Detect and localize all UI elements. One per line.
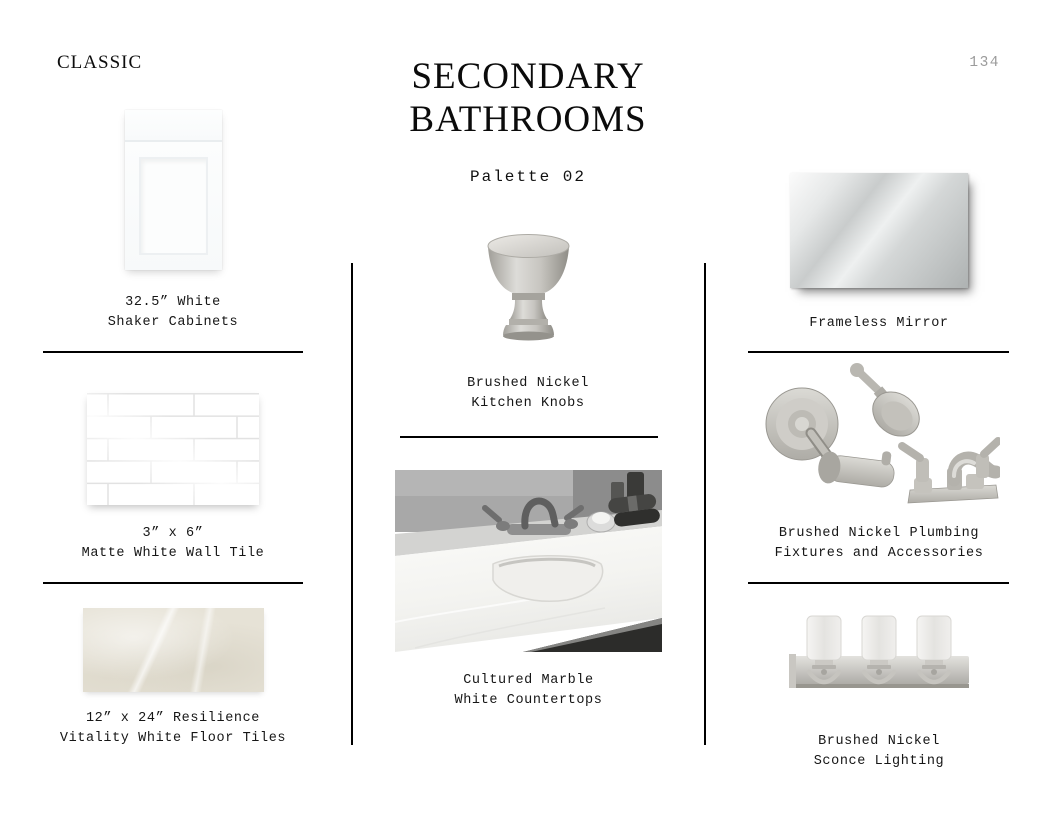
beige-marble-floor-tile-photo	[83, 608, 264, 692]
mirror-card	[748, 173, 1010, 334]
plumbing-card	[748, 362, 1010, 563]
brushed-nickel-plumbing-set-photo	[758, 362, 1000, 514]
divider-line	[400, 436, 658, 438]
divider-line	[43, 582, 303, 584]
plumbing-caption	[775, 524, 984, 563]
countertop-label-line1: Cultured Marble	[463, 673, 594, 688]
mirror-caption	[809, 314, 948, 334]
palette-subtitle: Palette 02	[469, 168, 586, 186]
page-title-line1: SECONDARY	[411, 56, 645, 97]
frameless-mirror-photo	[790, 173, 968, 288]
divider-line	[748, 582, 1009, 584]
white-subway-wall-tile-photo	[87, 393, 259, 505]
vertical-divider-line	[351, 263, 353, 745]
countertop-card	[395, 470, 662, 710]
page-number: 134	[969, 55, 1000, 71]
brushed-nickel-3-light-sconce-photo	[784, 612, 974, 710]
style-label: CLASSIC	[57, 52, 143, 73]
vertical-divider-line	[704, 263, 706, 745]
countertop-caption	[455, 671, 603, 710]
mirror-label-line1: Frameless Mirror	[809, 316, 949, 331]
cultured-marble-countertop-sink-photo	[395, 470, 662, 652]
wall-tile-caption	[82, 524, 265, 563]
brushed-nickel-knob-photo	[476, 230, 581, 345]
floor-tile-caption	[60, 709, 286, 748]
cabinets-caption	[108, 293, 239, 332]
cabinet-door-panel	[139, 157, 208, 255]
cabinet-drawer-front	[125, 110, 222, 142]
sconce-card	[748, 612, 1010, 771]
cabinets-label-line1: 32.5” White	[125, 295, 221, 310]
floor-tile-card	[43, 608, 303, 748]
divider-line	[43, 351, 303, 353]
floor-tile-label-line1: 12” x 24” Resilience	[85, 711, 260, 726]
sconce-caption	[814, 732, 945, 771]
knobs-label-line2: Kitchen Knobs	[471, 395, 585, 411]
cabinet-door	[125, 144, 222, 270]
white-shaker-cabinet-photo	[125, 110, 222, 270]
wall-tile-card	[43, 393, 303, 563]
knobs-caption	[467, 374, 589, 413]
plumbing-label-line2: Fixtures and Accessories	[774, 545, 984, 561]
knobs-card	[399, 230, 657, 413]
page-title-line2: BATHROOMS	[409, 99, 647, 140]
knobs-label-line1: Brushed Nickel	[467, 376, 589, 391]
wall-tile-label-line2: Matte White Wall Tile	[81, 545, 265, 561]
divider-line	[748, 351, 1009, 353]
cabinets-label-line2: Shaker Cabinets	[107, 314, 239, 330]
plumbing-label-line1: Brushed Nickel Plumbing	[778, 526, 980, 541]
countertop-label-line2: White Countertops	[454, 692, 603, 708]
sconce-label-line1: Brushed Nickel	[818, 734, 940, 749]
wall-tile-label-line1: 3” x 6”	[142, 526, 204, 541]
floor-tile-label-line2: Vitality White Floor Tiles	[59, 730, 287, 746]
sconce-label-line2: Sconce Lighting	[813, 753, 945, 769]
subway-tile-graphic	[87, 393, 259, 505]
cabinets-card	[43, 110, 303, 332]
